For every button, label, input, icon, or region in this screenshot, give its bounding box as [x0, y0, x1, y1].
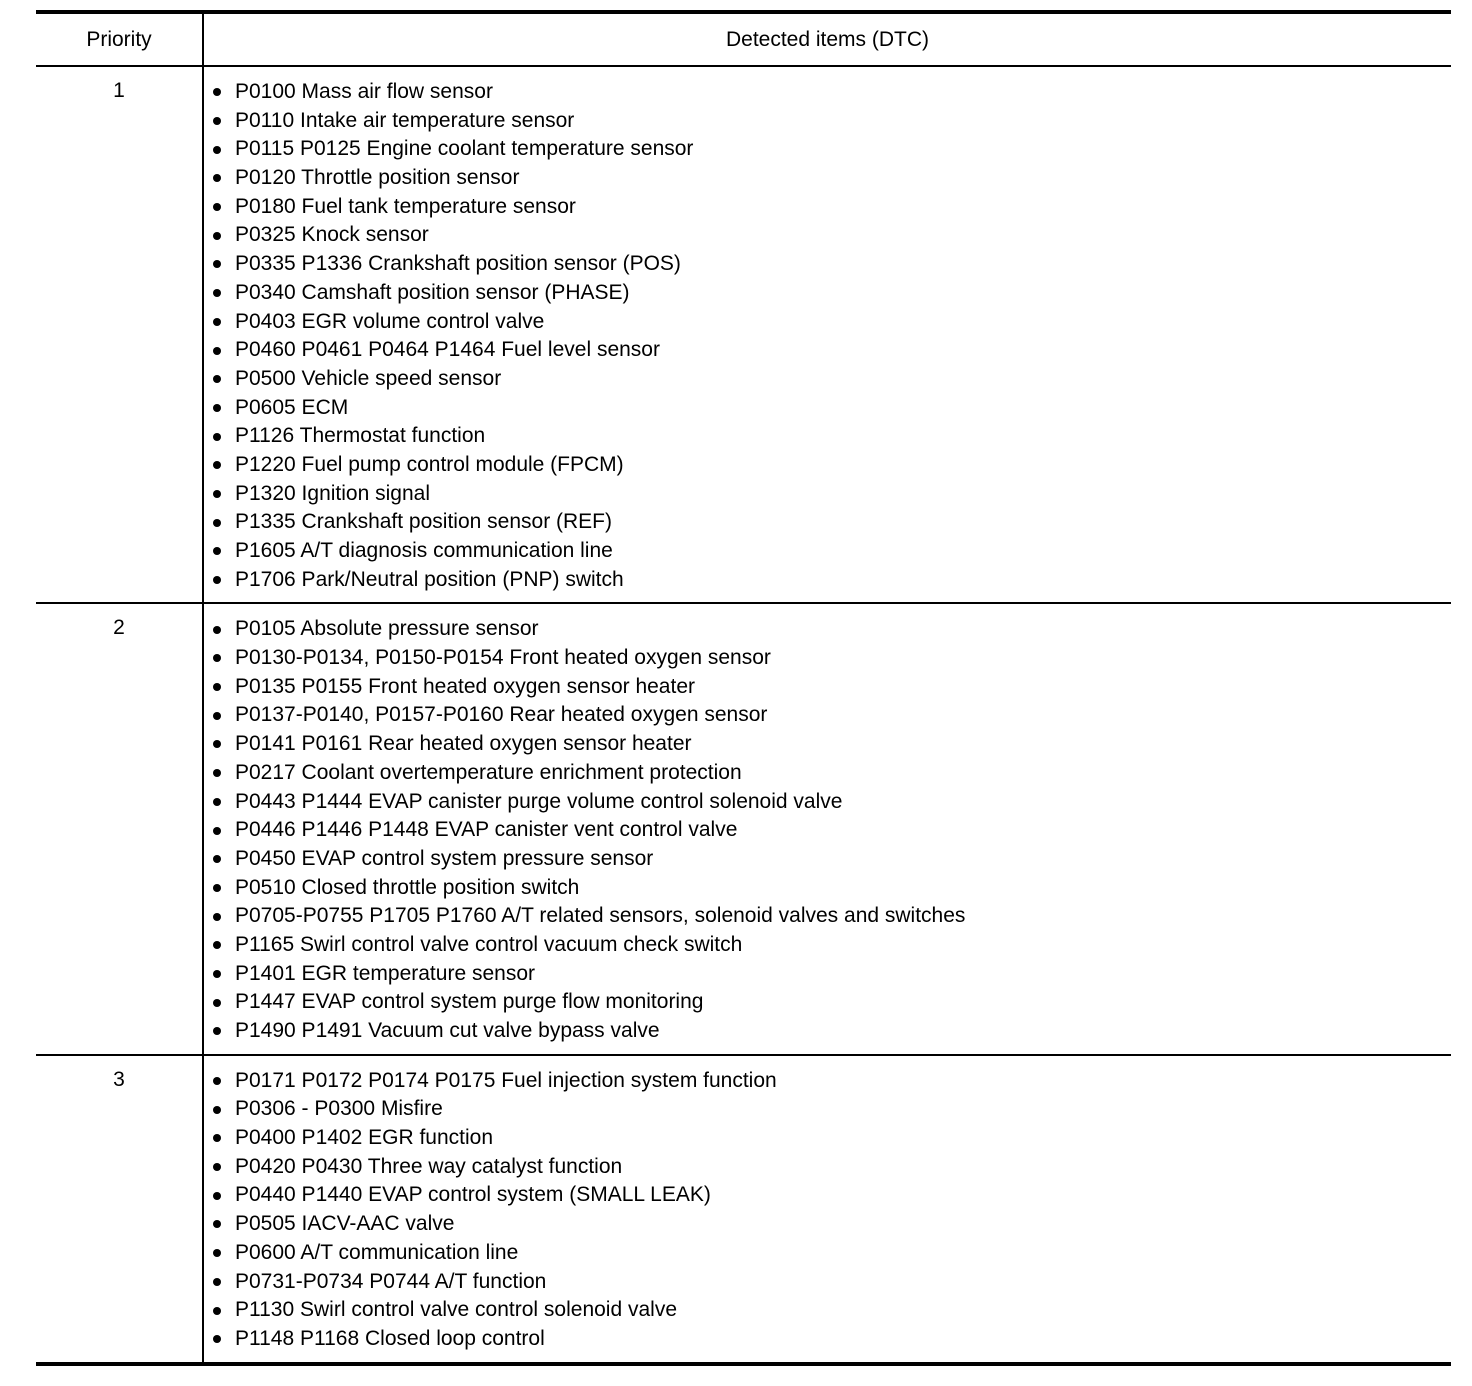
detected-items-header: Detected items (DTC) — [725, 27, 930, 51]
dtc-item-text: P0135 P0155 Front heated oxygen sensor heater — [235, 674, 695, 698]
dtc-list-item — [210, 221, 1451, 250]
dtc-list-item — [210, 365, 1451, 394]
dtc-list-item — [210, 422, 1451, 451]
dtc-item-text: P0105 Absolute pressure sensor — [235, 617, 539, 641]
dtc-item-text: P0180 Fuel tank temperature sensor — [235, 194, 576, 218]
dtc-list-item — [210, 279, 1451, 308]
bullet-icon — [213, 999, 221, 1007]
dtc-list-item — [210, 730, 1451, 759]
bullet-icon — [213, 576, 221, 584]
dtc-item-text: P0446 P1446 P1448 EVAP canister vent control valve — [235, 818, 738, 842]
priority-section-2 — [36, 604, 1451, 1053]
bullet-icon — [213, 375, 221, 383]
bullet-icon — [213, 855, 221, 863]
bullet-icon — [213, 404, 221, 412]
dtc-list-item — [210, 1095, 1451, 1124]
bullet-icon — [213, 1307, 221, 1315]
dtc-list-item — [210, 845, 1451, 874]
bullet-icon — [213, 1134, 221, 1142]
dtc-item-text: P1126 Thermostat function — [235, 424, 486, 448]
dtc-list-item — [210, 788, 1451, 817]
dtc-list-item — [210, 874, 1451, 903]
dtc-item-text: P1130 Swirl control valve control solenoid valve — [235, 1298, 678, 1322]
dtc-list-item — [210, 537, 1451, 566]
dtc-item-text: P0340 Camshaft position sensor (PHASE) — [235, 280, 630, 304]
bullet-icon — [213, 626, 221, 634]
dtc-item-text: P0306 - P0300 Misfire — [235, 1097, 443, 1121]
dtc-item-text: P0731-P0734 P0744 A/T function — [235, 1269, 547, 1293]
detected-items-cell — [204, 604, 1451, 1053]
priority-value: 2 — [36, 604, 204, 1053]
bullet-icon — [213, 827, 221, 835]
dtc-item-text: P0440 P1440 EVAP control system (SMALL LEAK) — [235, 1183, 711, 1207]
dtc-list-item — [210, 1210, 1451, 1239]
bullet-icon — [213, 232, 221, 240]
dtc-list-item — [210, 759, 1451, 788]
bullet-icon — [213, 490, 221, 498]
bullet-icon — [213, 461, 221, 469]
dtc-list-item — [210, 480, 1451, 509]
bullet-icon — [213, 941, 221, 949]
dtc-list-item — [210, 1296, 1451, 1325]
dtc-list-item — [210, 644, 1451, 673]
bullet-icon — [213, 318, 221, 326]
bullet-icon — [213, 1278, 221, 1286]
dtc-list-item — [210, 135, 1451, 164]
dtc-list-item — [210, 1153, 1451, 1182]
dtc-list — [204, 78, 1451, 594]
dtc-item-text: P0443 P1444 EVAP canister purge volume control solenoid valve — [235, 789, 843, 813]
priority-header-cell — [36, 14, 204, 65]
dtc-item-text: P0605 ECM — [235, 395, 349, 419]
bullet-icon — [213, 913, 221, 921]
dtc-list — [204, 615, 1451, 1045]
bullet-icon — [213, 1220, 221, 1228]
dtc-item-text: P0500 Vehicle speed sensor — [235, 366, 502, 390]
dtc-item-text: P0510 Closed throttle position switch — [235, 875, 580, 899]
dtc-item-text: P0130-P0134, P0150-P0154 Front heated oxygen sensor — [235, 646, 771, 670]
bullet-icon — [213, 347, 221, 355]
bullet-icon — [213, 547, 221, 555]
detected-items-cell — [204, 67, 1451, 602]
dtc-list — [204, 1067, 1451, 1354]
bullet-icon — [213, 519, 221, 527]
dtc-list-item — [210, 988, 1451, 1017]
bullet-icon — [213, 1106, 221, 1114]
dtc-list-item — [210, 78, 1451, 107]
dtc-list-item — [210, 164, 1451, 193]
bullet-icon — [213, 174, 221, 182]
dtc-list-item — [210, 508, 1451, 537]
dtc-list-item — [210, 1239, 1451, 1268]
bullet-icon — [213, 1077, 221, 1085]
dtc-item-text: P0110 Intake air temperature sensor — [235, 108, 575, 132]
dtc-item-text: P0403 EGR volume control valve — [235, 309, 545, 333]
dtc-item-text: P0505 IACV-AAC valve — [235, 1212, 455, 1236]
dtc-list-item — [210, 336, 1451, 365]
bullet-icon — [213, 1335, 221, 1343]
priority-header: Priority — [86, 27, 152, 51]
bullet-icon — [213, 1163, 221, 1171]
dtc-item-text: P0115 P0125 Engine coolant temperature sensor — [235, 137, 694, 161]
bullet-icon — [213, 712, 221, 720]
dtc-list-item — [210, 1325, 1451, 1354]
priority-section-3 — [36, 1056, 1451, 1362]
priority-value: 1 — [36, 67, 204, 602]
dtc-list-item — [210, 1017, 1451, 1046]
dtc-list-item — [210, 816, 1451, 845]
table-bottom-rule — [36, 1362, 1451, 1366]
dtc-item-text: P1490 P1491 Vacuum cut valve bypass valve — [235, 1019, 660, 1042]
dtc-list-item — [210, 250, 1451, 279]
dtc-item-text: P0137-P0140, P0157-P0160 Rear heated oxygen sensor — [235, 703, 768, 727]
bullet-icon — [213, 1027, 221, 1035]
dtc-item-text: P0705-P0755 P1705 P1760 A/T related sensors, solenoid valves and switches — [235, 904, 966, 928]
dtc-item-text: P1447 EVAP control system purge flow monitoring — [235, 990, 704, 1014]
bullet-icon — [213, 1249, 221, 1257]
bullet-icon — [213, 1192, 221, 1200]
dtc-priority-table — [36, 10, 1451, 1366]
dtc-list-item — [210, 193, 1451, 222]
bullet-icon — [213, 769, 221, 777]
bullet-icon — [213, 433, 221, 441]
dtc-item-text: P0600 A/T communication line — [235, 1240, 519, 1264]
table-header-row — [36, 14, 1451, 65]
dtc-list-item — [210, 701, 1451, 730]
priority-section-1 — [36, 67, 1451, 602]
dtc-item-text: P1320 Ignition signal — [235, 481, 430, 505]
dtc-list-item — [210, 931, 1451, 960]
dtc-item-text: P1401 EGR temperature sensor — [235, 961, 535, 985]
dtc-item-text: P0120 Throttle position sensor — [235, 166, 520, 190]
dtc-item-text: P0325 Knock sensor — [235, 223, 429, 247]
dtc-list-item — [210, 1124, 1451, 1153]
bullet-icon — [213, 654, 221, 662]
bullet-icon — [213, 798, 221, 806]
dtc-item-text: P0400 P1402 EGR function — [235, 1126, 494, 1150]
dtc-item-text: P0460 P0461 P0464 P1464 Fuel level sensor — [235, 338, 660, 362]
bullet-icon — [213, 289, 221, 297]
bullet-icon — [213, 203, 221, 211]
dtc-list-item — [210, 960, 1451, 989]
dtc-item-text: P1148 P1168 Closed loop control — [235, 1326, 545, 1350]
bullet-icon — [213, 117, 221, 125]
detected-items-cell — [204, 1056, 1451, 1362]
bullet-icon — [213, 146, 221, 154]
bullet-icon — [213, 970, 221, 978]
dtc-item-text: P0141 P0161 Rear heated oxygen sensor heater — [235, 732, 692, 756]
table-body — [36, 67, 1451, 1362]
dtc-list-item — [210, 1268, 1451, 1297]
dtc-list-item — [210, 566, 1451, 595]
dtc-item-text: P0335 P1336 Crankshaft position sensor (POS) — [235, 252, 681, 276]
bullet-icon — [213, 683, 221, 691]
dtc-item-text: P0450 EVAP control system pressure sensor — [235, 846, 654, 870]
dtc-list-item — [210, 615, 1451, 644]
dtc-item-text: P1335 Crankshaft position sensor (REF) — [235, 510, 613, 534]
dtc-item-text: P0217 Coolant overtemperature enrichment protection — [235, 760, 742, 784]
dtc-list-item — [210, 394, 1451, 423]
dtc-item-text: P0100 Mass air flow sensor — [235, 80, 493, 103]
priority-value: 3 — [36, 1056, 204, 1362]
bullet-icon — [213, 88, 221, 96]
bullet-icon — [213, 884, 221, 892]
dtc-list-item — [210, 308, 1451, 337]
bullet-icon — [213, 260, 221, 268]
dtc-item-text: P0420 P0430 Three way catalyst function — [235, 1154, 623, 1178]
dtc-item-text: P1706 Park/Neutral position (PNP) switch — [235, 567, 624, 591]
dtc-list-item — [210, 673, 1451, 702]
dtc-list-item — [210, 451, 1451, 480]
dtc-item-text: P1220 Fuel pump control module (FPCM) — [235, 452, 624, 476]
dtc-list-item — [210, 1181, 1451, 1210]
dtc-list-item — [210, 1067, 1451, 1096]
dtc-list-item — [210, 107, 1451, 136]
dtc-item-text: P1165 Swirl control valve control vacuum check switch — [235, 932, 743, 956]
dtc-list-item — [210, 902, 1451, 931]
dtc-item-text: P1605 A/T diagnosis communication line — [235, 539, 613, 562]
bullet-icon — [213, 740, 221, 748]
dtc-item-text: P0171 P0172 P0174 P0175 Fuel injection system function — [235, 1068, 777, 1092]
